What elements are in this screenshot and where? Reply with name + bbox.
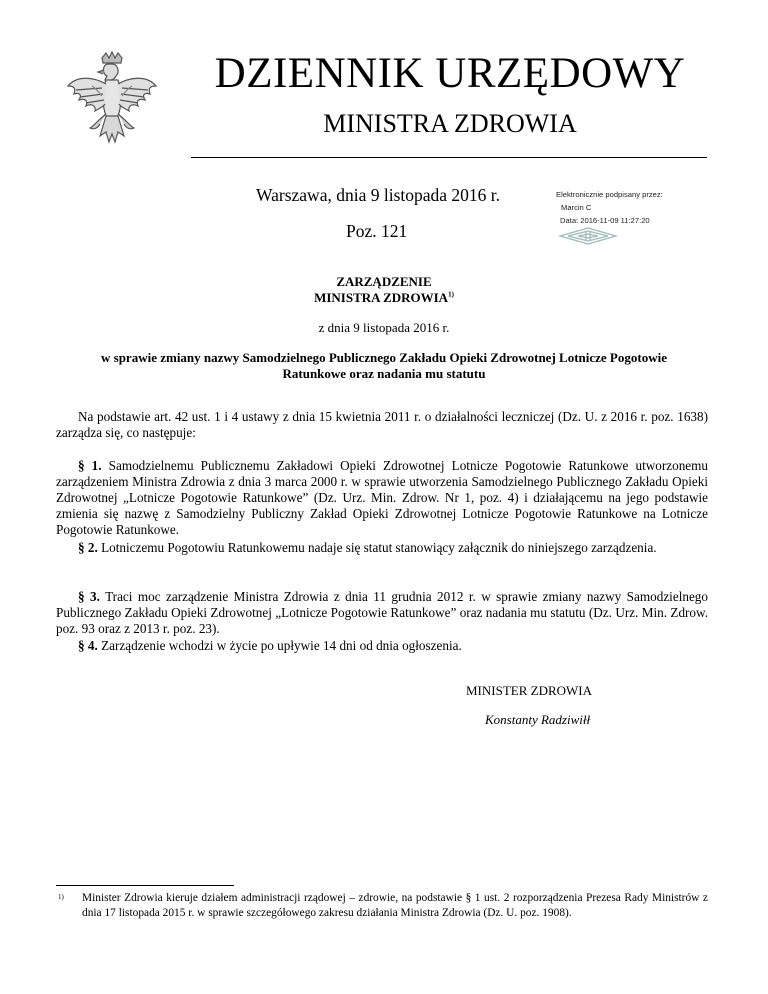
document-issuer xyxy=(0,290,768,306)
signature-verification-icon xyxy=(556,226,620,246)
paragraph-text: Lotniczemu Pogotowiu Ratunkowemu nadaje się statut stanowiący załącznik do niniejszego zarządzenia. xyxy=(101,540,657,555)
paragraph-number: § 4. xyxy=(78,638,98,653)
issuer-name: MINISTRA ZDROWIA xyxy=(314,290,449,305)
paragraph-text: Samodzielnemu Publicznemu Zakładowi Opieki Zdrowotnej Lotnicze Pogotowie Ratunkowe utworzonemu zarządzeniem Ministra Zdrowia z dnia 3 marca 2000 r. w sprawie utworzenia Samodzielnego Publicznego Zakładu Opieki Zdrowotnej „Lotnicze Pogotowie Ratunkowe” (Dz. Urz. Min. Zdrow. Nr 1, poz. 4) i działającemu na jego podstawie zmienia się nazwę z Samodzielny Publiczny Zakład Opieki Zdrowotnej Lotnicze Pogotowie Ratunkowe na Lotnicze Pogotowie Ratunkowe. xyxy=(56,458,708,537)
legal-basis-paragraph: Na podstawie art. 42 ust. 1 i 4 ustawy z dnia 15 kwietnia 2011 r. o działalności leczniczej (Dz. U. z 2016 r. poz. 1638) zarządza się, co następuje: xyxy=(56,409,708,440)
footnote-text: Minister Zdrowia kieruje działem administracji rządowej – zdrowie, na podstawie § 1 ust. 2 rozporządzenia Prezesa Rady Ministrów z dnia 17 listopada 2015 r. w sprawie szczegółowego zakresu działania Ministra Zdrowia (Dz. U. poz. 1908). xyxy=(82,892,708,919)
signature-date: Data: 2016-11-09 11:27:20 xyxy=(560,216,650,225)
document-subject: w sprawie zmiany nazwy Samodzielnego Publicznego Zakładu Opieki Zdrowotnej Lotnicze Pogotowie Ratunkowe oraz nadania mu statutu xyxy=(101,350,667,381)
position-number: Poz. 121 xyxy=(346,221,408,241)
journal-title: DZIENNIK URZĘDOWY xyxy=(214,50,686,97)
polish-eagle-emblem-icon xyxy=(62,50,162,160)
signature-signer: Marcin C xyxy=(561,203,592,212)
signatory-name: Konstanty Radziwiłł xyxy=(485,712,591,727)
publication-place-date: Warszawa, dnia 9 listopada 2016 r. xyxy=(256,185,501,205)
journal-subtitle: MINISTRA ZDROWIA xyxy=(323,109,577,138)
footnote-divider xyxy=(56,885,234,886)
paragraph-2 xyxy=(56,540,708,556)
document-type: ZARZĄDZENIE xyxy=(336,274,432,289)
paragraph-number: § 2. xyxy=(78,540,98,555)
document-date: z dnia 9 listopada 2016 r. xyxy=(318,320,450,335)
footnote-reference: 1) xyxy=(448,290,454,299)
paragraph-number: § 1. xyxy=(78,458,102,473)
footnote-marker: 1) xyxy=(58,893,64,901)
signature-caption: Elektronicznie podpisany przez: xyxy=(556,190,663,199)
paragraph-4 xyxy=(56,638,708,654)
paragraph-3 xyxy=(56,589,708,637)
header-divider xyxy=(191,157,707,158)
paragraph-1 xyxy=(56,458,708,538)
paragraph-number: § 3. xyxy=(78,589,100,604)
paragraph-text: Traci moc zarządzenie Ministra Zdrowia z dnia 11 grudnia 2012 r. w sprawie zmiany nazwy Samodzielnego Publicznego Zakładu Opieki Zdrowotnej „Lotnicze Pogotowie Ratunkowe” oraz nadania mu statutu (Dz. Urz. Min. Zdrow. poz. 93 oraz z 2013 r. poz. 23). xyxy=(56,589,708,636)
signatory-role: MINISTER ZDROWIA xyxy=(466,683,593,698)
paragraph-text: Zarządzenie wchodzi w życie po upływie 14 dni od dnia ogłoszenia. xyxy=(101,638,462,653)
